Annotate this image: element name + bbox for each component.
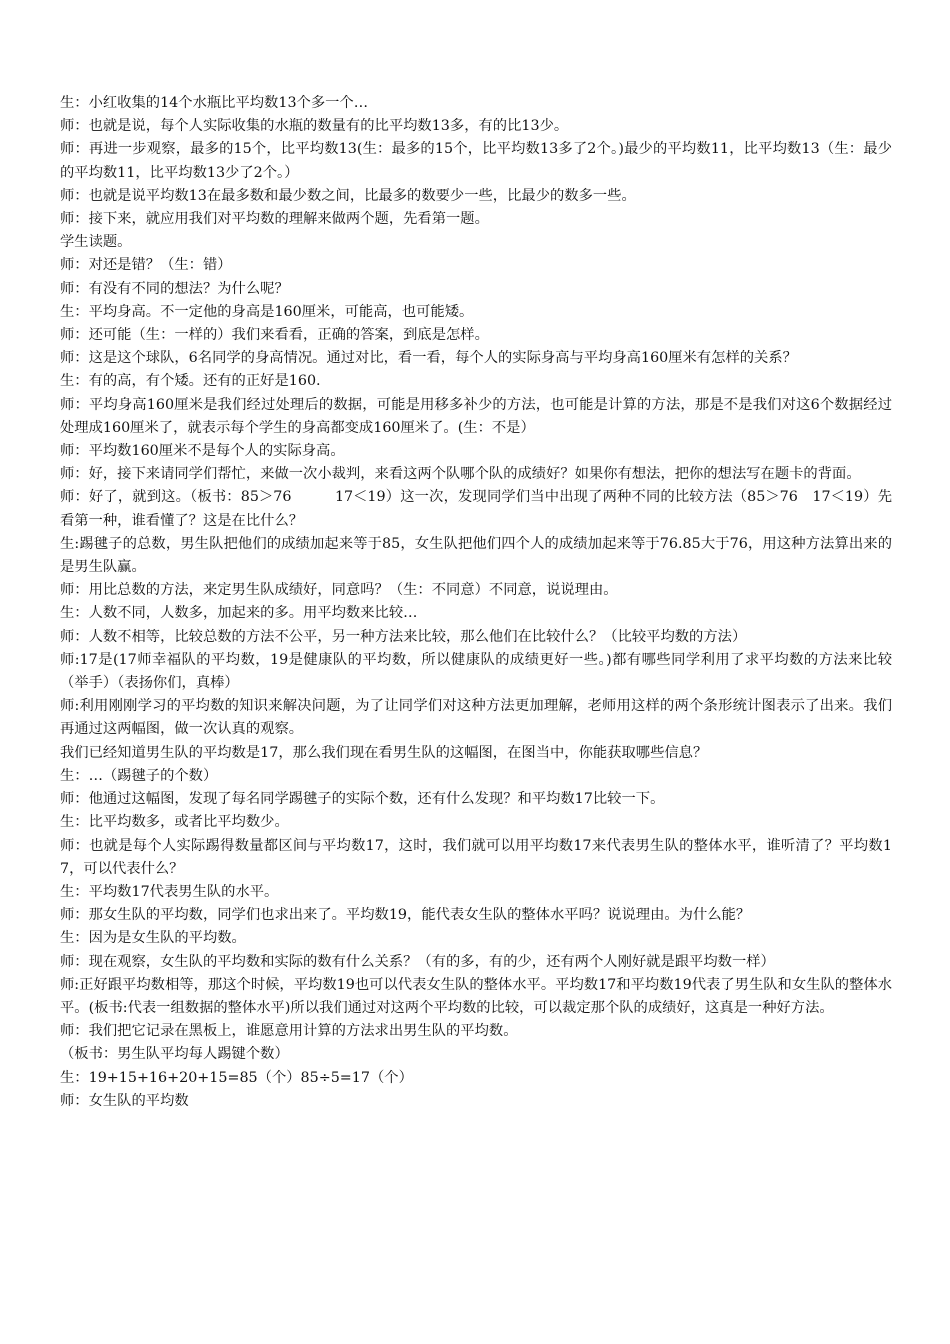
dialogue-line: 生：因为是女生队的平均数。 <box>60 930 246 947</box>
dialogue-line: 师：再进一步观察，最多的15个，比平均数13(生：最多的15个，比平均数13多了2个。)最少的平均数11，比平均数13（生：最少的平均数11，比平均数13少了2个。） <box>60 141 892 181</box>
dialogue-line: 师：我们把它记录在黑板上，谁愿意用计算的方法求出男生队的平均数。 <box>60 1023 518 1040</box>
dialogue-line: 师:17是(17师幸福队的平均数，19是健康队的平均数，所以健康队的成绩更好一些。)都有哪些同学利用了求平均数的方法来比较（举手）（表扬你们，真棒） <box>60 651 892 692</box>
dialogue-line: 师：平均身高160厘米是我们经过处理后的数据，可能是用移多补少的方法，也可能是计算的方法，那是不是我们对这6个数据经过处理成160厘米了，就表示每个学生的身高都变成160厘米了。(生：不是） <box>60 396 892 436</box>
dialogue-line: 生：平均数17代表男生队的水平。 <box>60 883 279 900</box>
dialogue-line: 师：用比总数的方法，来定男生队成绩好，同意吗？（生：不同意）不同意，说说理由。 <box>60 582 618 599</box>
dialogue-line: 师:利用刚刚学习的平均数的知识来解决问题，为了让同学们对这种方法更加理解，老师用这样的两个条形统计图表示了出来。我们再通过这两幅图，做一次认真的观察。 <box>60 698 892 738</box>
dialogue-line: 师：也就是说，每个人实际收集的水瓶的数量有的比平均数13多，有的比13少。 <box>60 118 569 135</box>
dialogue-line: （板书：男生队平均每人踢键个数） <box>60 1046 289 1063</box>
dialogue-line: 生:踢毽子的总数，男生队把他们的成绩加起来等于85，女生队把他们四个人的成绩加起来等于76.85大于76，用这种方法算出来的是男生队赢。 <box>60 535 892 576</box>
dialogue-line: 生：小红收集的14个水瓶比平均数13个多一个… <box>60 95 369 111</box>
dialogue-line: 生：…（踢毽子的个数） <box>60 767 218 784</box>
dialogue-line: 我们已经知道男生队的平均数是17，那么我们现在看男生队的这幅图，在图当中，你能获取哪些信息？ <box>60 744 708 761</box>
dialogue-line: 师：好，接下来请同学们帮忙，来做一次小裁判，来看这两个队哪个队的成绩好？如果你有想法，把你的想法写在题卡的背面。 <box>60 466 861 483</box>
dialogue-line: 师：人数不相等，比较总数的方法不公平，另一种方法来比较，那么他们在比较什么？（比较平均数的方法） <box>60 628 747 645</box>
dialogue-line: 师:正好跟平均数相等，那这个时候，平均数19也可以代表女生队的整体水平。平均数17和平均数19代表了男生队和女生队的整体水平。(板书:代表一组数据的整体水平)所以我们通过对这两个平均数的比较，可以裁定那个队的成绩好，这真是一种好方法。 <box>60 976 892 1016</box>
dialogue-line: 师：这是这个球队，6名同学的身高情况。通过对比，看一看，每个人的实际身高与平均身高160厘米有怎样的关系？ <box>60 350 797 367</box>
dialogue-line: 师：也就是说平均数13在最多数和最少数之间，比最多的数要少一些，比最少的数多一些。 <box>60 187 636 204</box>
dialogue-line: 生：19+15+16+20+15=85（个）85÷5=17（个） <box>60 1069 413 1086</box>
dialogue-line: 生：平均身高。不一定他的身高是160厘米，可能高，也可能矮。 <box>60 303 474 320</box>
dialogue-line: 生：有的高，有个矮。还有的正好是160. <box>60 373 321 390</box>
dialogue-line: 师：接下来，就应用我们对平均数的理解来做两个题，先看第一题。 <box>60 211 489 228</box>
dialogue-line: 师：有没有不同的想法？为什么呢？ <box>60 280 289 297</box>
dialogue-line: 师：还可能（生：一样的）我们来看看，正确的答案，到底是怎样。 <box>60 327 489 344</box>
dialogue-line: 学生读题。 <box>60 234 132 251</box>
dialogue-line: 师：那女生队的平均数，同学们也求出来了。平均数19，能代表女生队的整体水平吗？说说理由。为什么能？ <box>60 907 751 924</box>
dialogue-line: 生：人数不同，人数多，加起来的多。用平均数来比较… <box>60 605 418 622</box>
dialogue-line: 师：好了，就到这。（板书：85＞76 17＜19）这一次，发现同学们当中出现了两种不同的比较方法（85＞76 17＜19）先看第一种，谁看懂了？这是在比什么？ <box>60 489 892 529</box>
dialogue-line: 师：平均数160厘米不是每个人的实际身高。 <box>60 443 345 460</box>
dialogue-line: 师：他通过这幅图，发现了每名同学踢毽子的实际个数，还有什么发现？和平均数17比较一下。 <box>60 791 665 808</box>
dialogue-line: 师：对还是错？（生：错） <box>60 257 232 274</box>
dialogue-line: 生：比平均数多，或者比平均数少。 <box>60 814 289 831</box>
dialogue-line: 师：女生队的平均数 <box>60 1092 189 1109</box>
dialogue-line: 师：现在观察，女生队的平均数和实际的数有什么关系？（有的多，有的少，还有两个人刚好就是跟平均数一样） <box>60 953 775 970</box>
dialogue-line: 师：也就是每个人实际踢得数量都区间与平均数17，这时，我们就可以用平均数17来代表男生队的整体水平，谁听清了？平均数17，可以代表什么？ <box>60 837 892 877</box>
